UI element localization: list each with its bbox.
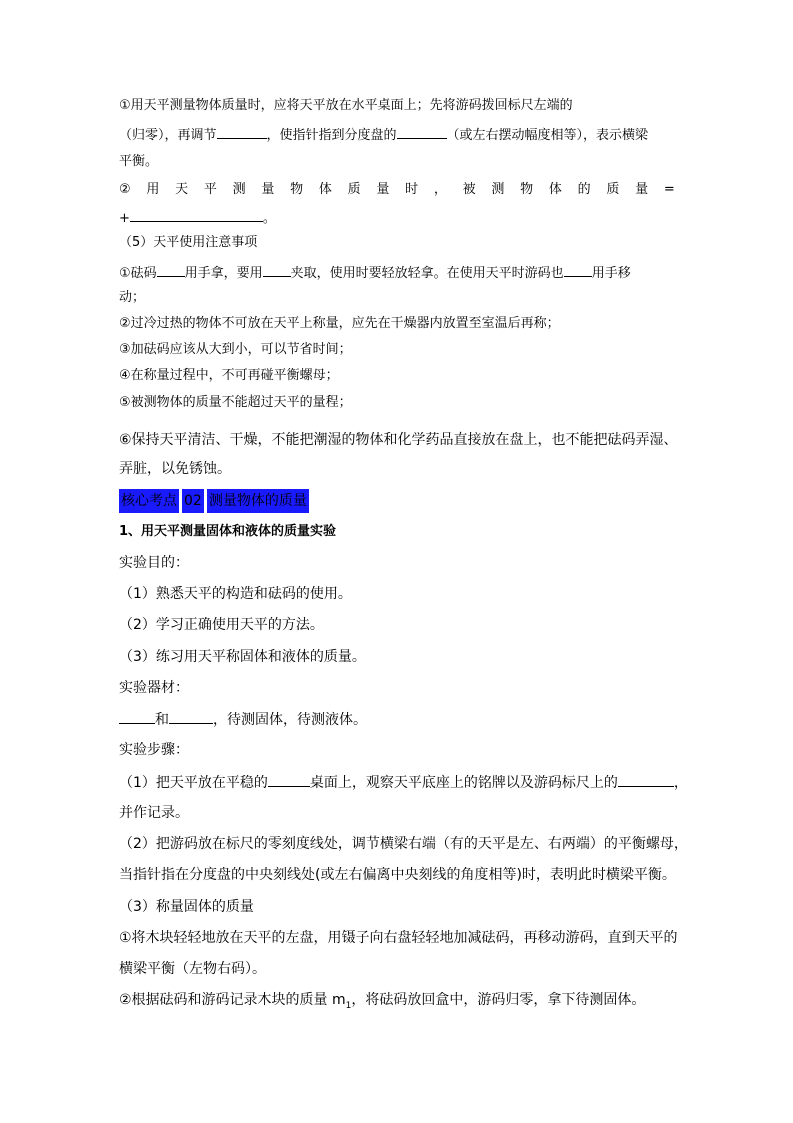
char: ， — [433, 182, 447, 197]
text-line — [119, 772, 688, 793]
fill-blank[interactable] — [217, 124, 267, 139]
text-segment: 夹取，使用时要轻放轻拿。在使用天平时游码也 — [290, 266, 564, 281]
text-segment: 。 — [262, 211, 276, 226]
char: 测 — [232, 182, 246, 197]
text-line: （3）称量固体的质量 — [119, 899, 254, 915]
section-subtitle: （5）天平使用注意事项 — [119, 235, 258, 250]
char: 质 — [606, 182, 620, 197]
char: 被 — [462, 182, 476, 197]
text-line: （1）熟悉天平的构造和砝码的使用。 — [119, 586, 352, 602]
text-segment: 用手移 — [591, 266, 631, 281]
char: = — [663, 182, 675, 197]
text-segment: （1）把天平放在平稳的 — [119, 775, 268, 791]
text-line: ①用天平测量物体质量时，应将天平放在水平桌面上；先将游码拨回标尺左端的 — [119, 98, 573, 113]
banner-label: 核心考点 — [119, 489, 179, 513]
text-segment: + — [119, 211, 130, 226]
subscript: 1 — [345, 1000, 352, 1011]
char: 量 — [376, 182, 390, 197]
text-line: 实验器材： — [119, 680, 189, 696]
text-line — [119, 709, 367, 730]
char: 物 — [520, 182, 534, 197]
banner-number: 02 — [182, 489, 204, 513]
text-line: 并作记录。 — [119, 805, 189, 821]
text-line: （3）练习用天平称固体和液体的质量。 — [119, 649, 366, 665]
text-segment: ，使指针指到分度盘的 — [266, 128, 397, 143]
text-segment: ②根据砝码和游码记录木块的质量 m — [119, 992, 346, 1008]
text-line — [119, 207, 276, 229]
text-line: 动； — [119, 290, 146, 305]
char: 测 — [491, 182, 505, 197]
text-segment: 用手拿，要用 — [184, 266, 263, 281]
text-line: ②过冷过热的物体不可放在天平上称量，应先在干燥器内放置至室温后再称； — [119, 316, 560, 331]
banner-title: 测量物体的质量 — [207, 489, 309, 513]
text-line: 横梁平衡（左物右码）。 — [119, 961, 266, 977]
char: 的 — [577, 182, 591, 197]
text-line — [119, 990, 645, 1016]
text-segment: ，将砝码放回盒中，游码归零，拿下待测固体。 — [351, 992, 646, 1008]
text-line: ⑤被测物体的质量不能超过天平的量程； — [119, 395, 352, 410]
fill-blank[interactable] — [169, 709, 213, 724]
section-banner — [119, 489, 309, 513]
char: 量 — [261, 182, 275, 197]
text-line: （2）把游码放在标尺的零刻度线处，调节横梁右端（有的天平是左、右两端）的平衡螺母， — [119, 836, 688, 852]
char: 体 — [548, 182, 562, 197]
text-line: ⑥保持天平清洁、干燥，不能把潮湿的物体和化学药品直接放在盘上，也不能把砝码弄湿、 — [119, 432, 678, 448]
fill-blank[interactable] — [618, 772, 674, 787]
fill-blank[interactable] — [119, 709, 155, 724]
text-line: ①将木块轻轻地放在天平的左盘，用镊子向右盘轻轻地加减砝码，再移动游码，直到天平的 — [119, 930, 678, 946]
char: ② — [119, 182, 131, 197]
fill-blank[interactable] — [564, 262, 592, 277]
text-segment: ， — [673, 775, 688, 791]
text-segment: ，待测固体，待测液体。 — [213, 712, 367, 728]
char: 体 — [318, 182, 332, 197]
fill-blank[interactable] — [157, 262, 185, 277]
spread-text-line — [119, 180, 675, 200]
text-line: ④在称量过程中，不可再碰平衡螺母； — [119, 368, 339, 383]
fill-blank[interactable] — [268, 772, 310, 787]
char: 天 — [175, 182, 189, 197]
text-segment: 和 — [155, 712, 169, 728]
text-line — [119, 262, 631, 284]
char: 物 — [290, 182, 304, 197]
char: 质 — [347, 182, 361, 197]
text-line: （2）学习正确使用天平的方法。 — [119, 617, 324, 633]
text-line: ③加砝码应该从大到小，可以节省时间； — [119, 342, 352, 357]
text-line: 实验步骤： — [119, 742, 189, 758]
text-segment: （归零），再调节 — [119, 128, 217, 143]
text-line — [119, 124, 648, 146]
char: 平 — [203, 182, 217, 197]
text-line: 实验目的： — [119, 555, 189, 571]
text-segment: （或左右摆动幅度相等），表示横梁 — [446, 128, 649, 143]
text-line: 平衡。 — [119, 154, 159, 169]
fill-blank[interactable] — [263, 262, 291, 277]
text-segment: ①砝码 — [119, 266, 157, 281]
char: 用 — [146, 182, 160, 197]
text-line: 弄脏，以免锈蚀。 — [119, 461, 231, 477]
fill-blank[interactable] — [130, 207, 263, 222]
text-segment: 桌面上，观察天平底座上的铭牌以及游码标尺上的 — [309, 775, 618, 791]
char: 量 — [635, 182, 649, 197]
char: 时 — [405, 182, 419, 197]
text-line: 当指针指在分度盘的中央刻线处(或左右偏离中央刻线的角度相等)时，表明此时横梁平衡。 — [119, 867, 676, 883]
section-heading: 1、用天平测量固体和液体的质量实验 — [119, 524, 337, 539]
fill-blank[interactable] — [397, 124, 447, 139]
